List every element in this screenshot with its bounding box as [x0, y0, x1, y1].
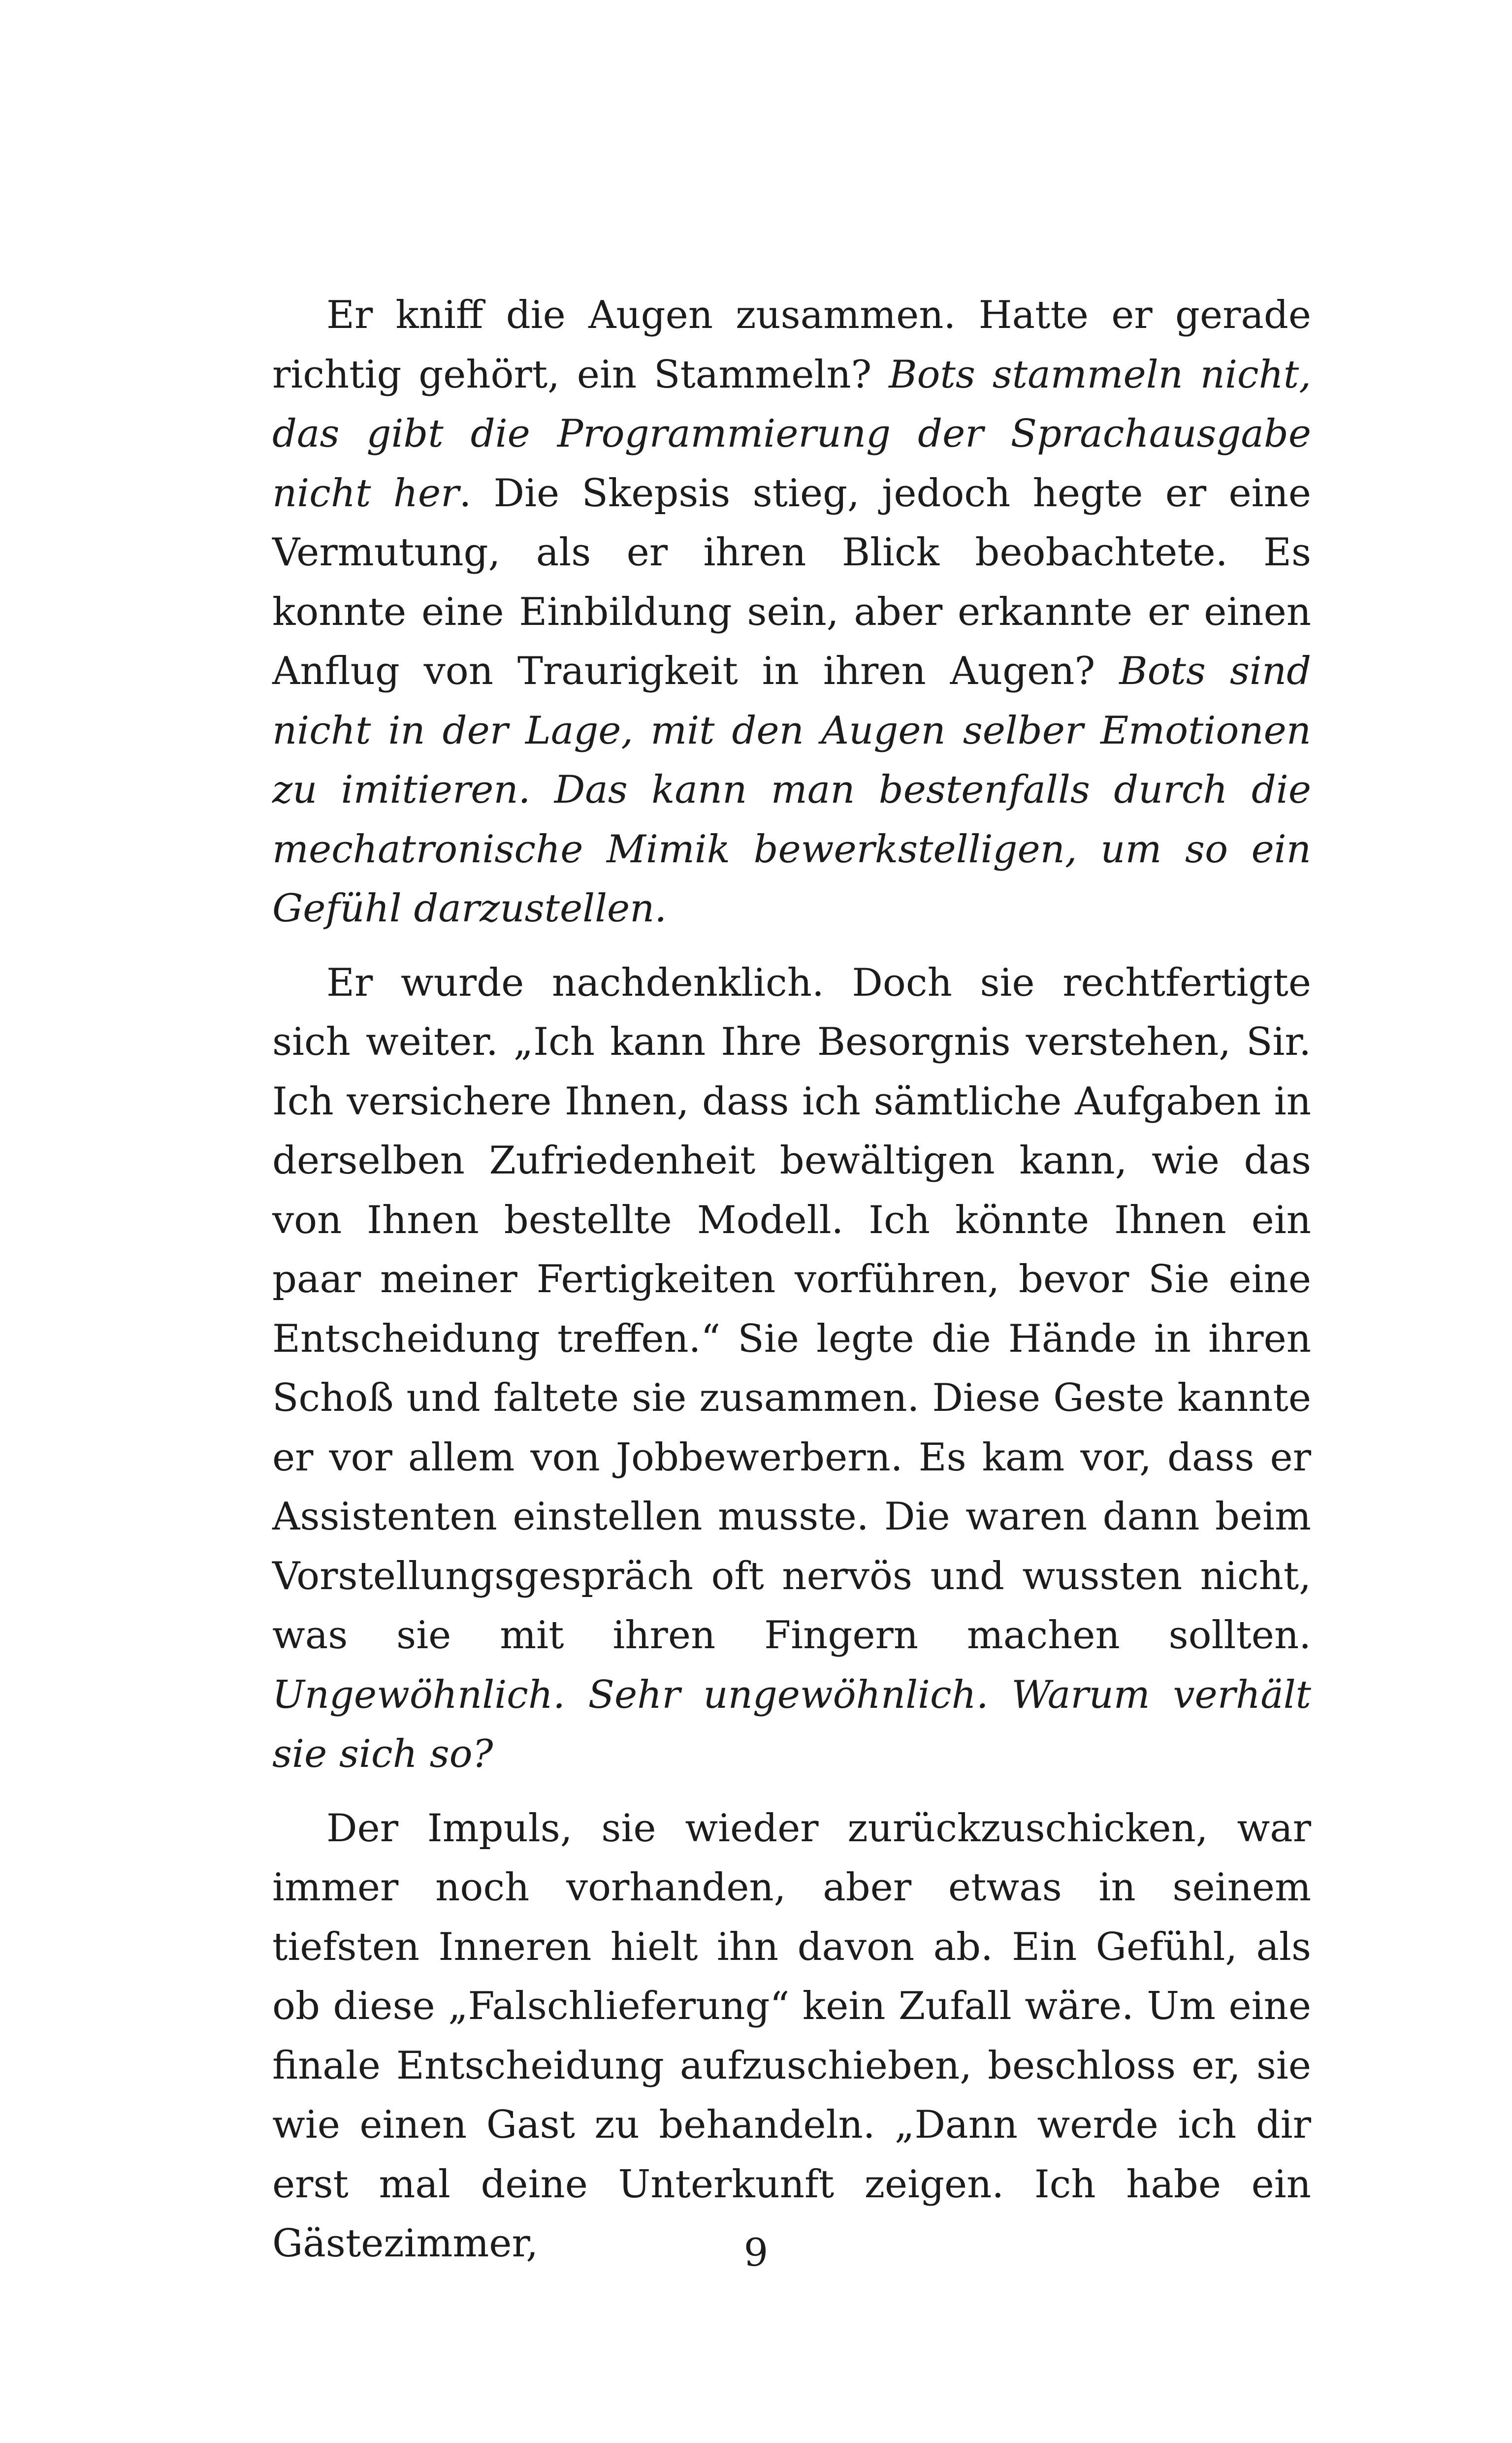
text-run: . Die Skepsis stieg, jedoch hegte er eine Vermutung, als er ihren Blick beobachtete. Es konnte eine Einbildung sein, aber erkannte er einen Anflug von Traurigkeit in ihren Augen? [272, 471, 1312, 693]
italic-text-run: Ungewöhnlich. Sehr ungewöhnlich. Warum verhält sie sich so? [272, 1672, 1311, 1776]
body-text [272, 286, 1311, 2274]
paragraph-2 [272, 953, 1311, 1784]
text-run: Er wurde nachdenklich. Doch sie rechtfertigte sich weiter. „Ich kann Ihre Besorgnis verstehen, Sir. Ich versichere Ihnen, dass ich sämtliche Aufgaben in derselben Zufriedenheit bewältigen kann, wie das von Ihnen bestellte Modell. Ich könnte Ihnen ein paar meiner Fertigkeiten vorführen, bevor Sie eine Entscheidung treffen.“ Sie legte die Hände in ihren Schoß und faltete sie zusammen. Diese Geste kannte er vor allem von Jobbewerbern. Es kam vor, dass er Assistenten einstellen musste. Die waren dann beim Vorstellungsgespräch oft nervös und wussten nicht, was sie mit ihren Fingern machen sollten. [272, 960, 1311, 1658]
italic-text-run: Bots stammeln nicht, das gibt die Programmierung der Sprachausgabe nicht her [272, 352, 1311, 516]
text-run: Er kniff die Augen zusammen. Hatte er gerade richtig gehört, ein Stammeln? [272, 293, 1311, 397]
paragraph-1 [272, 286, 1311, 939]
page-number: 9 [743, 2231, 769, 2275]
paragraph-3 [272, 1799, 1311, 2274]
text-run: Der Impuls, sie wieder zurückzuschicken, war immer noch vorhanden, aber etwas in seinem tiefsten Inneren hielt ihn davon ab. Ein Gefühl, als ob diese „Falschlieferung“ kein Zufall wäre. Um eine finale Entscheidung aufzuschieben, beschloss er, sie wie einen Gast zu behandeln. „Dann werde ich dir erst mal deine Unterkunft zeigen. Ich habe ein Gästezimmer, [272, 1806, 1311, 2266]
italic-text-run: Bots sind nicht in der Lage, mit den Augen selber Emotionen zu imitieren. Das kann man bestenfalls durch die mechatronische Mimik bewerkstelligen, um so ein Gefühl darzustellen. [272, 649, 1312, 931]
